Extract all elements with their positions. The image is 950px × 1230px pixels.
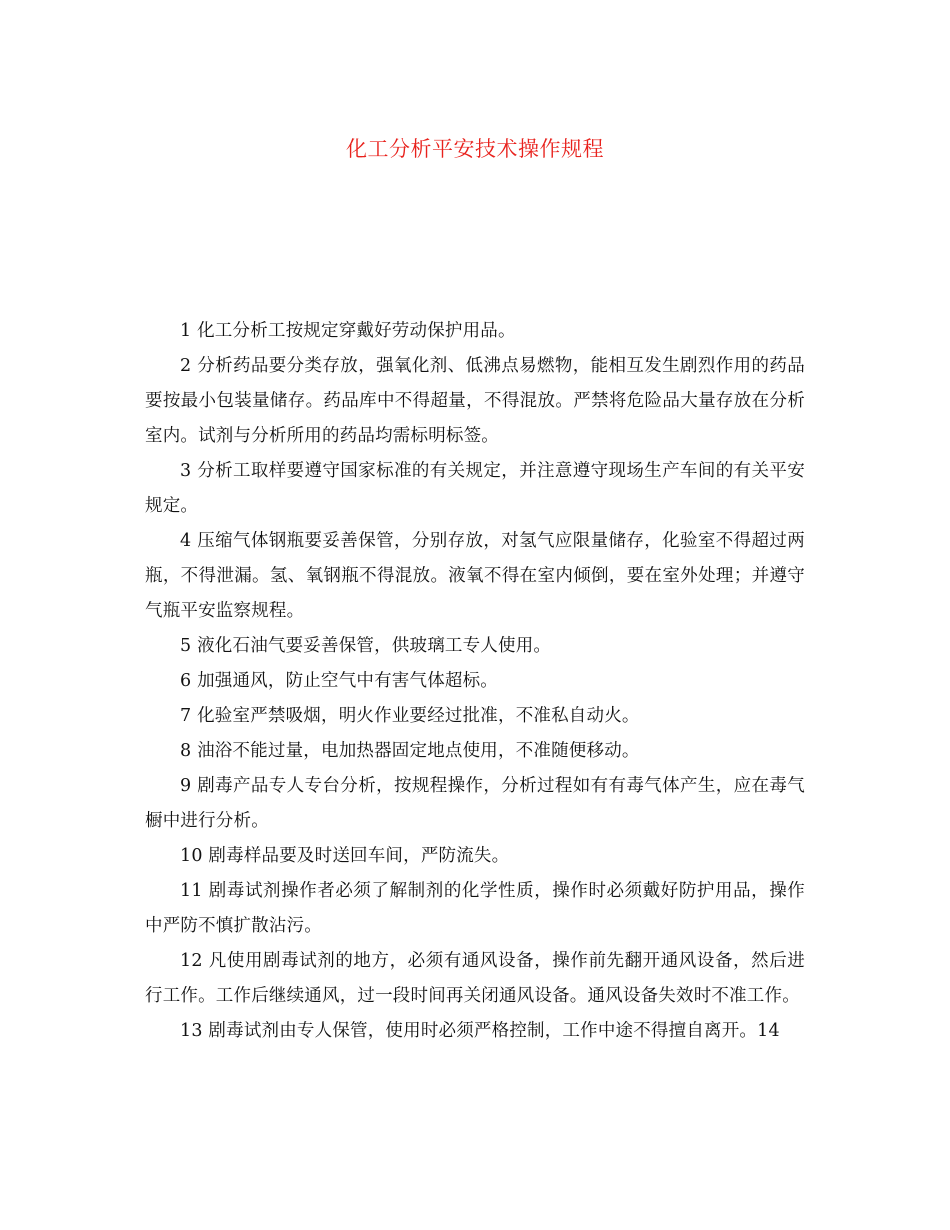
paragraph-13: 13 剧毒试剂由专人保管，使用时必须严格控制，工作中途不得擅自离开。14: [180, 1021, 780, 1041]
paragraph-7: 7 化验室严禁吸烟，明火作业要经过批准，不准私自动火。: [180, 706, 640, 726]
paragraph-5: 5 液化石油气要妥善保管，供玻璃工专人使用。: [180, 636, 552, 656]
paragraph-10: 10 剧毒样品要及时送回车间，严防流失。: [180, 846, 510, 866]
document-title: 化工分析平安技术操作规程: [346, 137, 604, 161]
paragraph-1: 1 化工分析工按规定穿戴好劳动保护用品。: [180, 321, 516, 341]
paragraph-2: 2 分析药品要分类存放，强氧化剂、低沸点易燃物，能相互发生剧烈作用的药品要按最小包装量储存。药品库中不得超量，不得混放。严禁将危险品大量存放在分析室内。试剂与分析所用的药品均需标明标签。: [145, 356, 805, 446]
paragraph-8: 8 油浴不能过量，电加热器固定地点使用，不准随便移动。: [180, 741, 640, 761]
paragraph-11: 11 剧毒试剂操作者必须了解制剂的化学性质，操作时必须戴好防护用品，操作中严防不慎扩散沾污。: [145, 881, 805, 936]
paragraph-9: 9 剧毒产品专人专台分析，按规程操作，分析过程如有有毒气体产生，应在毒气橱中进行分析。: [145, 776, 805, 831]
paragraph-6: 6 加强通风，防止空气中有害气体超标。: [180, 671, 498, 691]
paragraph-4: 4 压缩气体钢瓶要妥善保管，分别存放，对氢气应限量储存，化验室不得超过两瓶，不得泄漏。氢、氧钢瓶不得混放。液氧不得在室内倾倒，要在室外处理；并遵守气瓶平安监察规程。: [145, 531, 805, 621]
document-body: [145, 314, 805, 1049]
paragraph-12: 12 凡使用剧毒试剂的地方，必须有通风设备，操作前先翻开通风设备，然后进行工作。工作后继续通风，过一段时间再关闭通风设备。通风设备失效时不准工作。: [145, 951, 805, 1006]
paragraph-3: 3 分析工取样要遵守国家标准的有关规定，并注意遵守现场生产车间的有关平安规定。: [145, 461, 805, 516]
